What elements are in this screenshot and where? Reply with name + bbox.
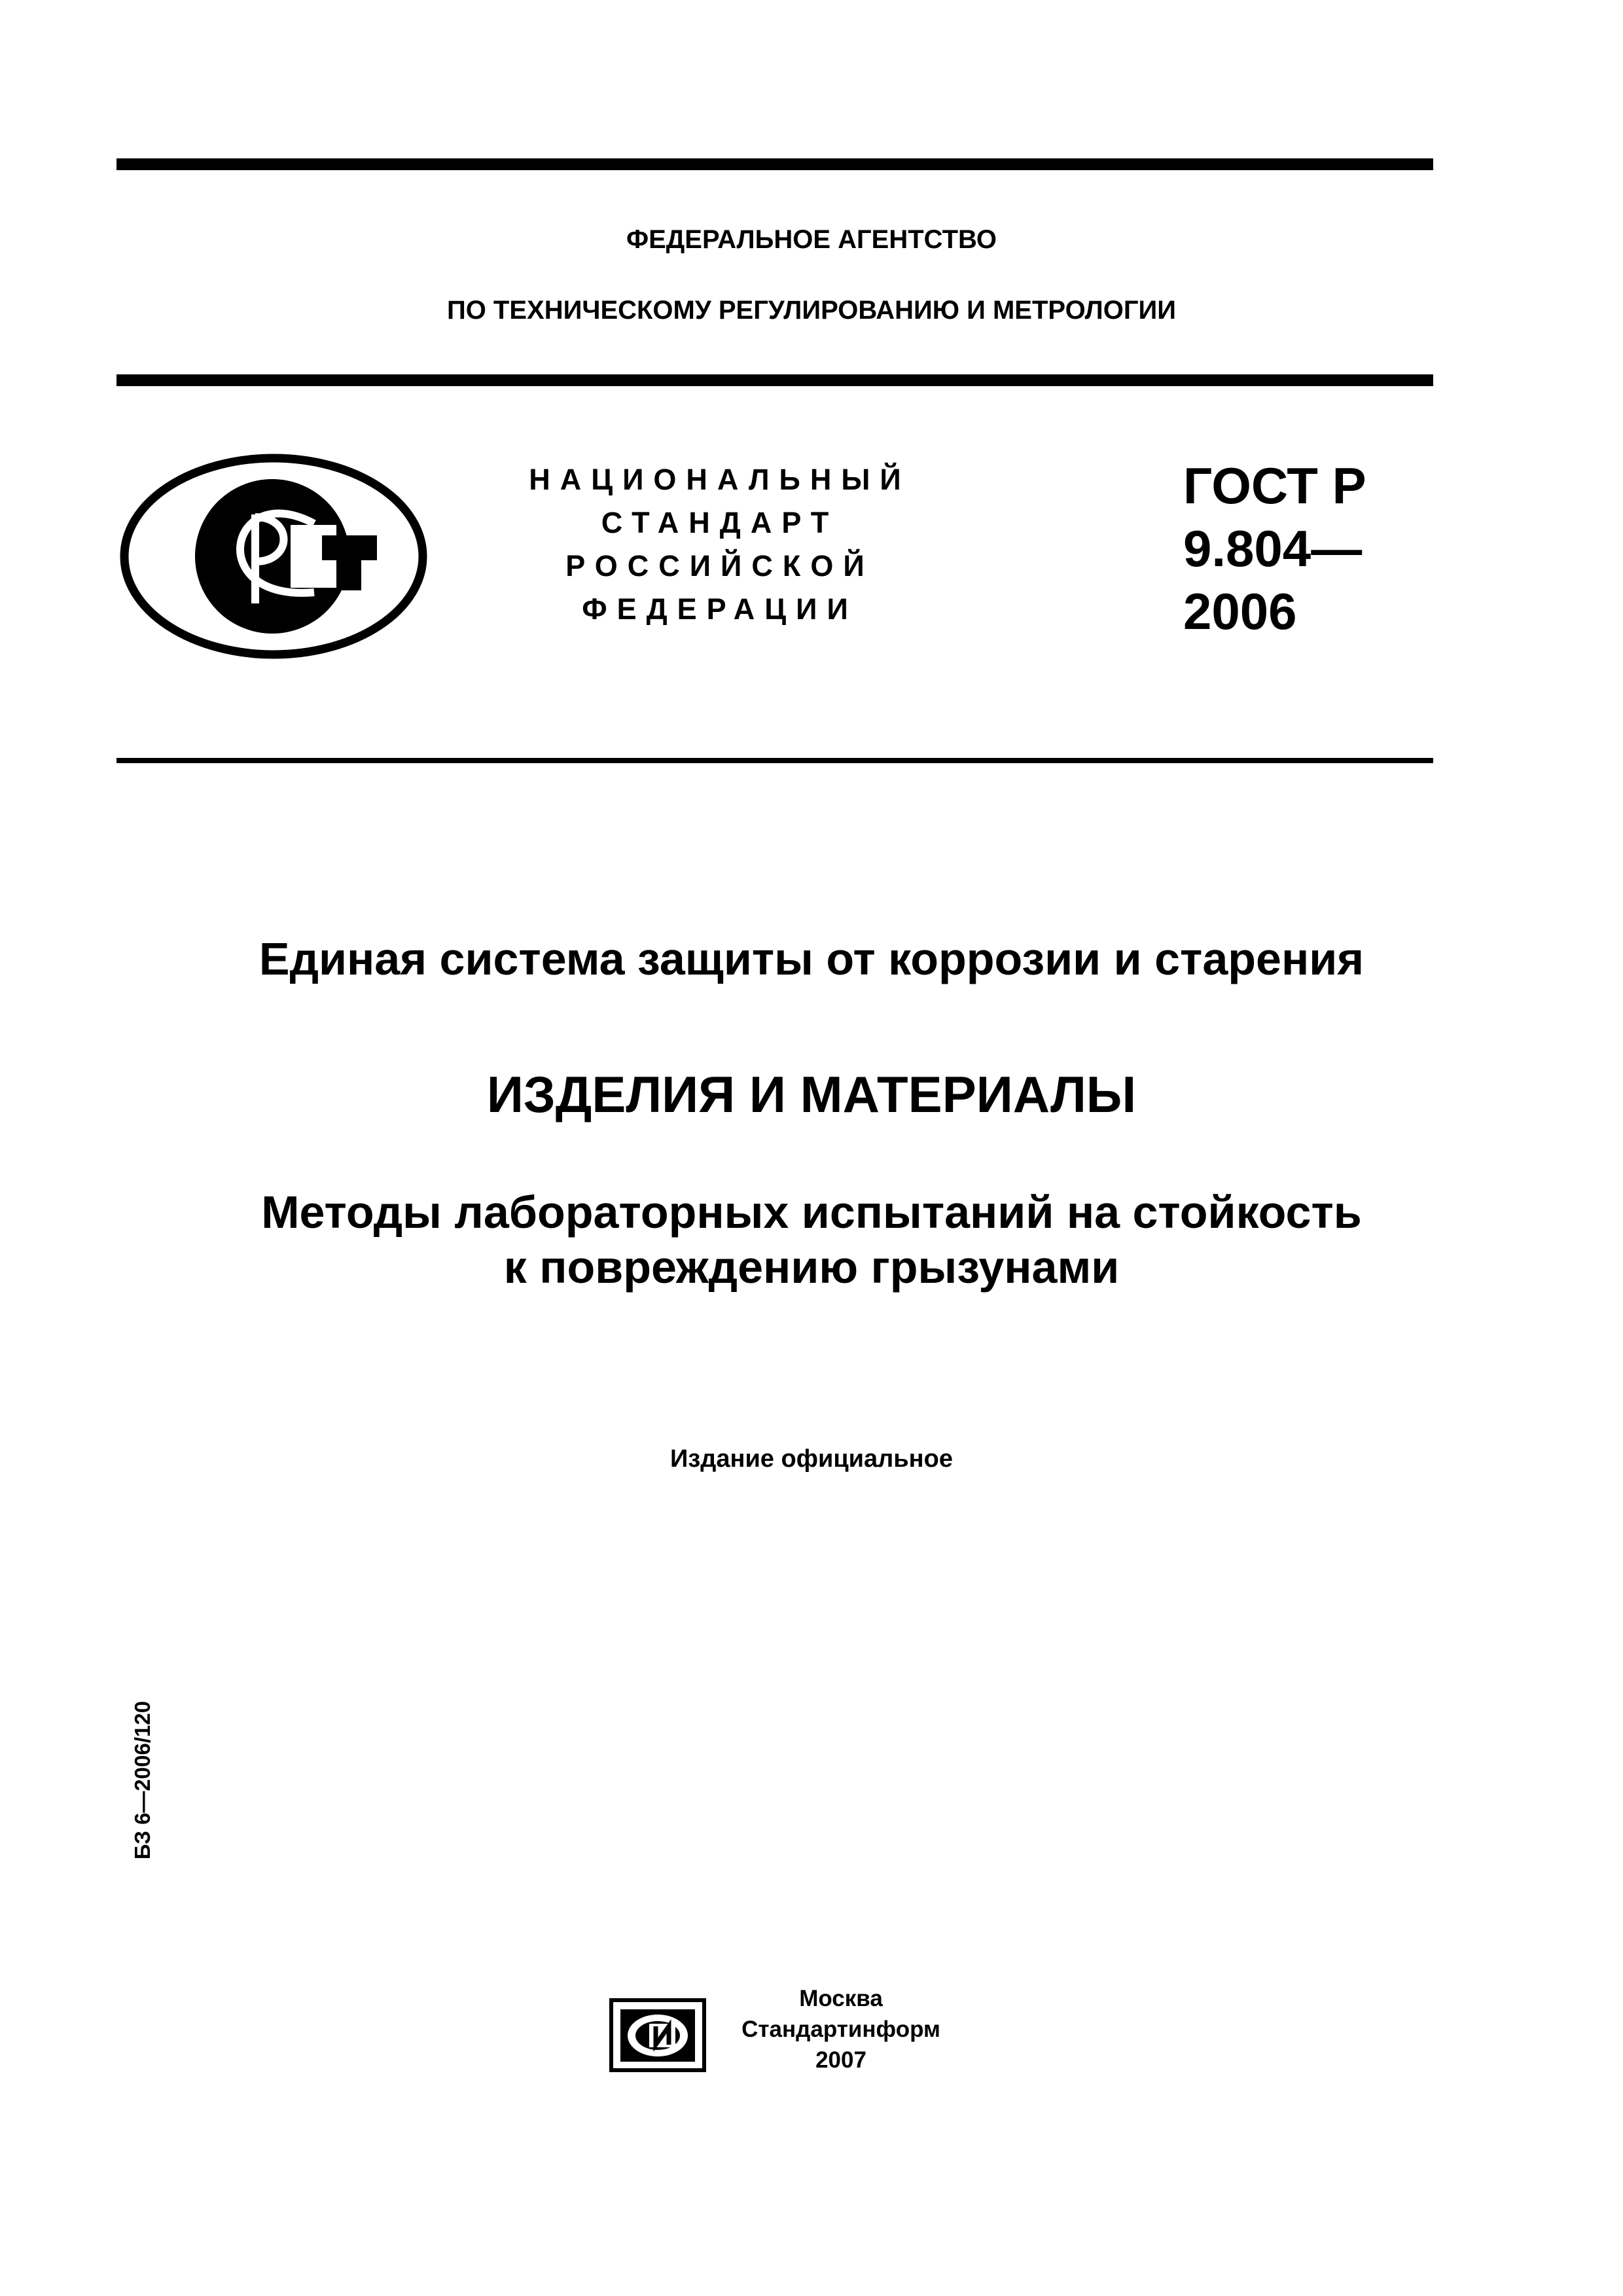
system-title: Единая система защиты от коррозии и старения bbox=[259, 933, 1364, 984]
publisher-block bbox=[733, 1983, 949, 2075]
designation-line: 9.804— bbox=[1183, 520, 1363, 577]
edition-label: Издание официальное bbox=[670, 1445, 953, 1473]
agency-line-1: ФЕДЕРАЛЬНОЕ АГЕНТСТВО bbox=[626, 225, 997, 254]
national-line: РОССИЙСКОЙ bbox=[565, 549, 874, 583]
national-standard-block bbox=[497, 458, 942, 631]
publisher-name: Стандартинформ bbox=[741, 2017, 940, 2042]
top-rule bbox=[116, 158, 1433, 170]
publisher-city: Москва bbox=[799, 1986, 883, 2011]
method-title-line: к повреждению грызунами bbox=[503, 1242, 1120, 1293]
section-rule bbox=[116, 758, 1433, 763]
publication-year: 2007 bbox=[815, 2047, 866, 2073]
standard-designation bbox=[1183, 454, 1366, 643]
method-title-line: Методы лабораторных испытаний на стойкость bbox=[261, 1187, 1362, 1238]
designation-line: 2006 bbox=[1183, 583, 1297, 640]
gost-r-logo-icon bbox=[118, 452, 429, 661]
header-rule bbox=[116, 374, 1433, 386]
side-code: БЗ 6—2006/120 bbox=[130, 1700, 154, 1860]
standartinform-logo-icon bbox=[609, 1998, 707, 2073]
national-line: ФЕДЕРАЦИИ bbox=[582, 592, 858, 626]
designation-line: ГОСТ Р bbox=[1183, 457, 1366, 514]
product-title: ИЗДЕЛИЯ И МАТЕРИАЛЫ bbox=[486, 1066, 1137, 1123]
agency-line-2: ПО ТЕХНИЧЕСКОМУ РЕГУЛИРОВАНИЮ И МЕТРОЛОГИИ bbox=[446, 296, 1177, 325]
national-line: СТАНДАРТ bbox=[601, 506, 839, 539]
national-line: НАЦИОНАЛЬНЫЙ bbox=[529, 463, 911, 496]
method-title bbox=[0, 1185, 1623, 1295]
